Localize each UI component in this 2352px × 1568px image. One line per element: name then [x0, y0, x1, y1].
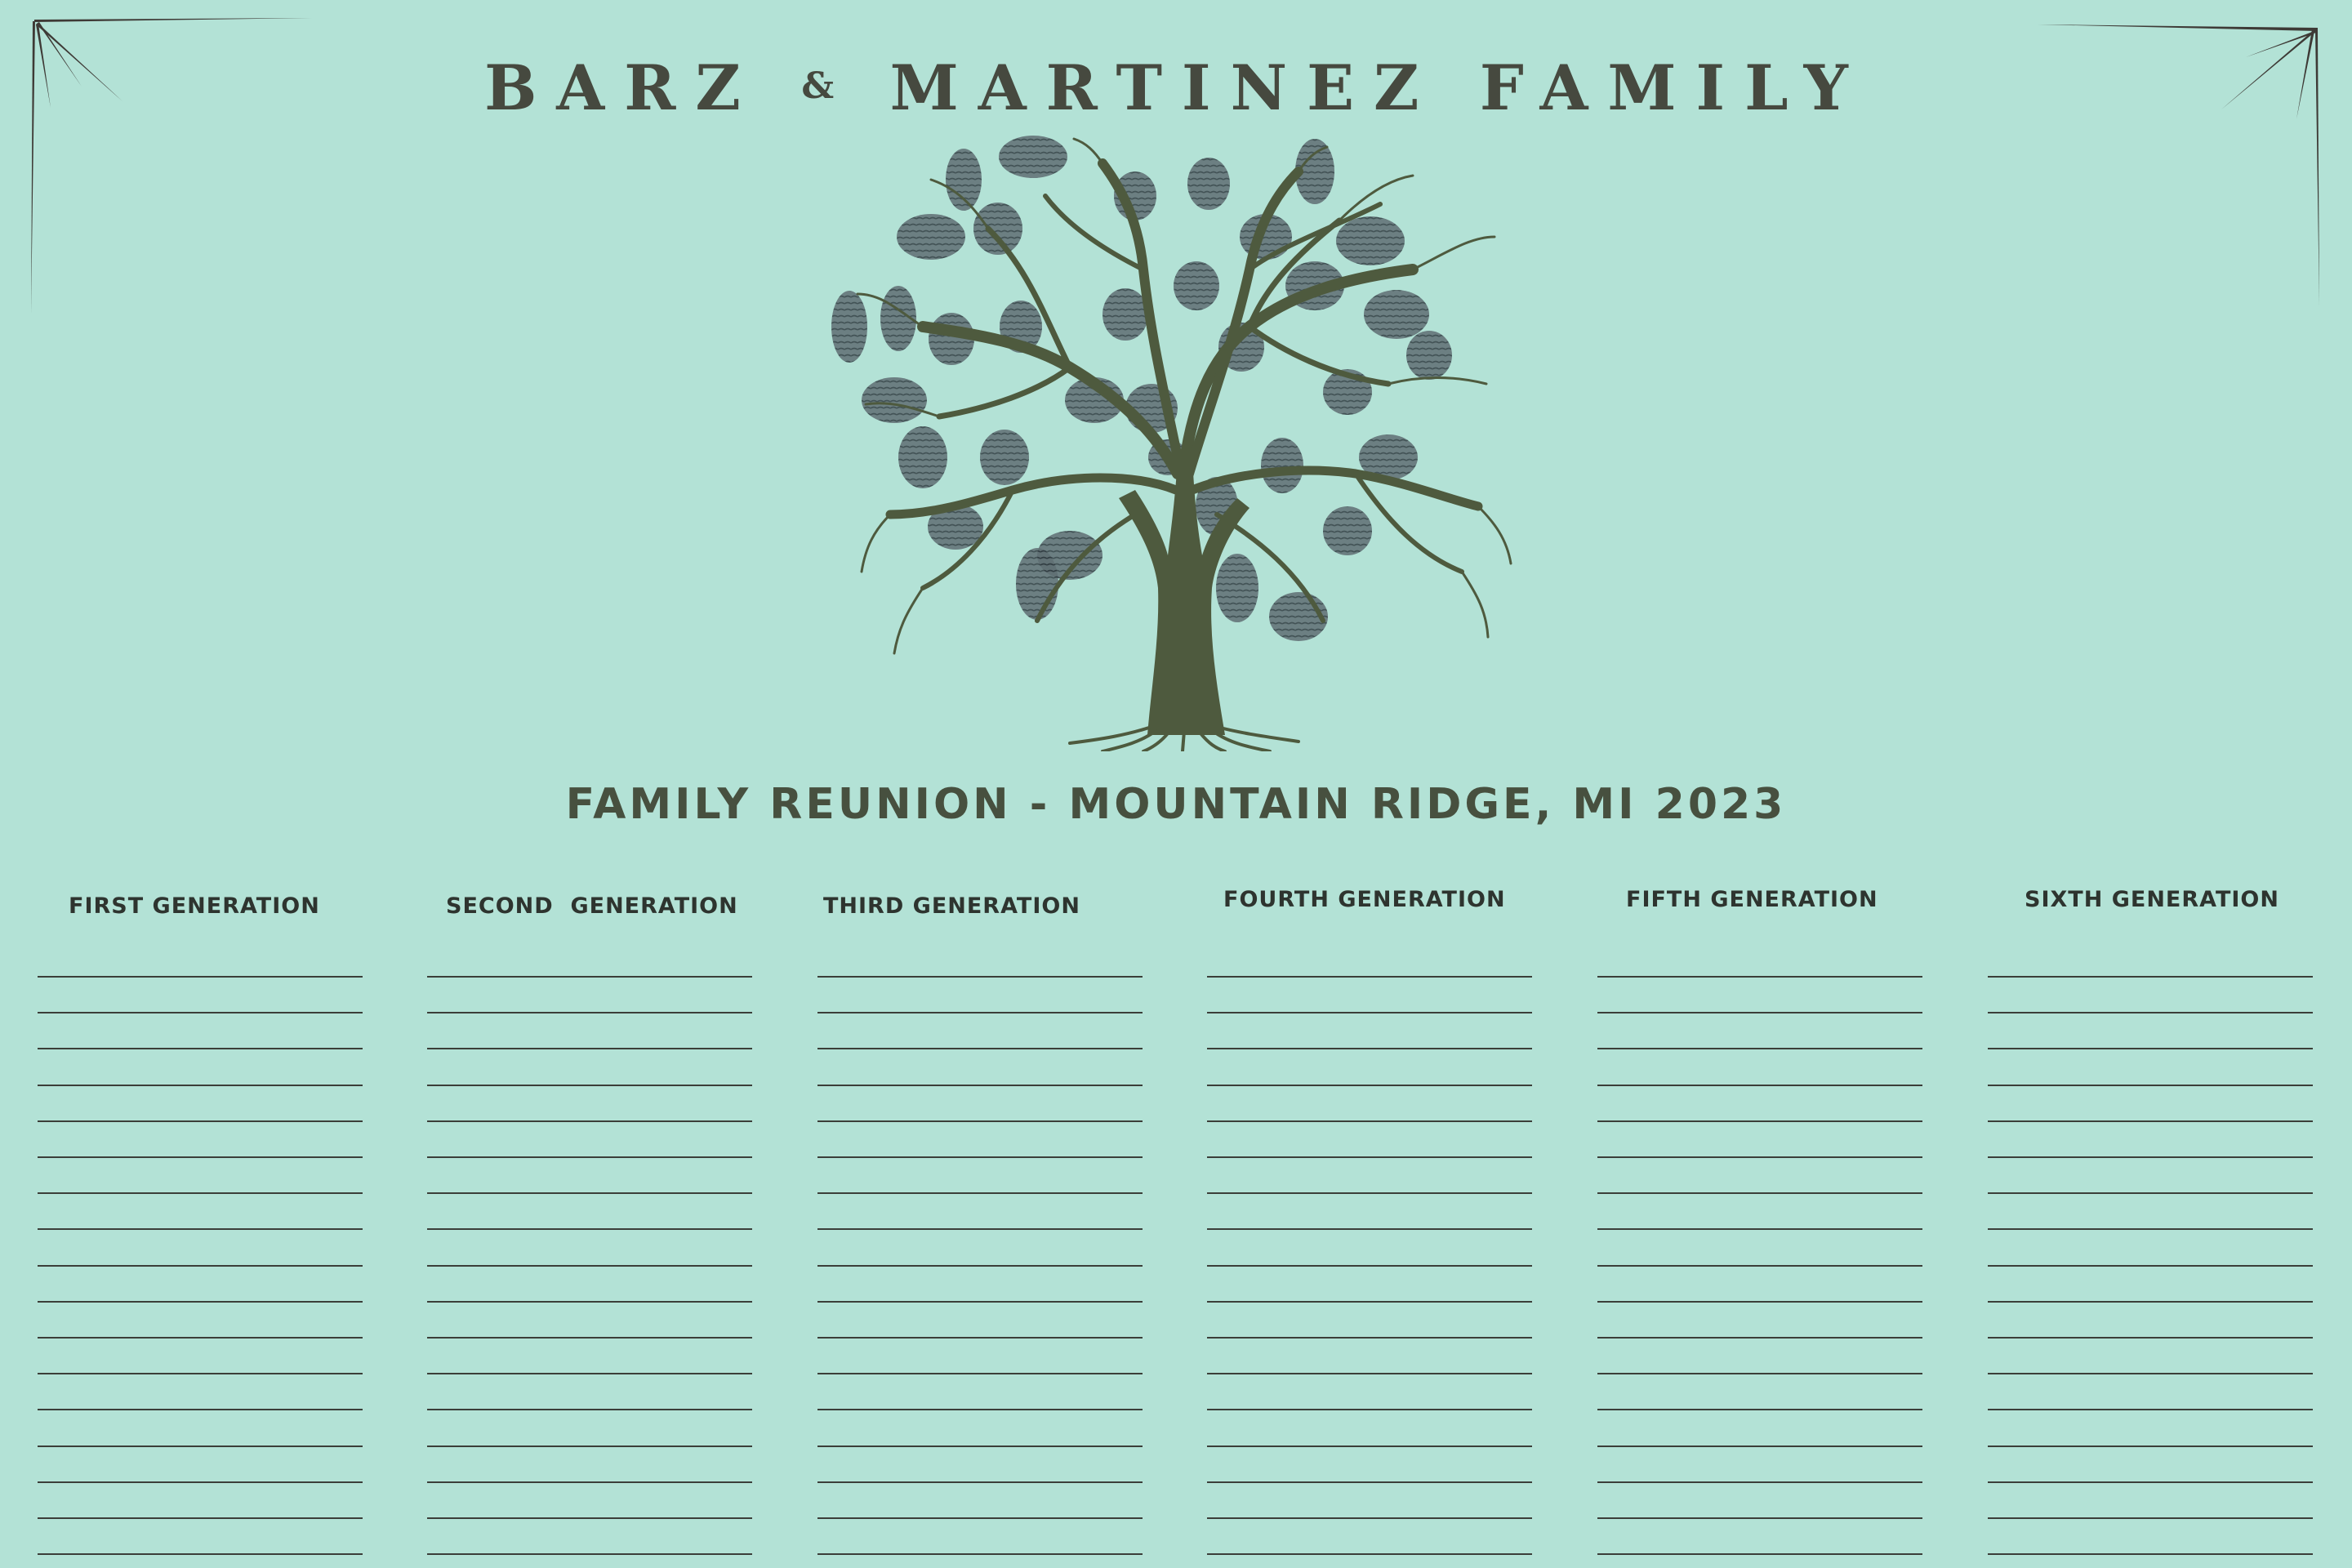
signature-line: [1988, 1409, 2313, 1410]
signature-line: [817, 1481, 1143, 1483]
signature-line: [38, 976, 363, 978]
generation-header: FOURTH GENERATION: [1223, 887, 1506, 912]
signature-line: [1597, 1481, 1922, 1483]
generation-column-5: [1597, 887, 1924, 916]
signature-line: [817, 976, 1143, 978]
signature-line: [427, 1373, 752, 1374]
signature-line: [1597, 976, 1922, 978]
signature-line: [817, 1553, 1143, 1555]
signature-line: [817, 1156, 1143, 1158]
signature-line: [817, 1373, 1143, 1374]
signature-line: [1597, 1120, 1922, 1122]
event-subtitle: FAMILY REUNION - MOUNTAIN RIDGE, MI 2023: [565, 780, 1787, 829]
signature-line: [427, 1337, 752, 1339]
signature-line: [1988, 1192, 2313, 1194]
signature-line: [1207, 1085, 1532, 1086]
signature-line: [1988, 1228, 2313, 1230]
signature-line: [1597, 1373, 1922, 1374]
signature-line: [427, 1265, 752, 1267]
signature-line: [1207, 1048, 1532, 1049]
signature-line: [38, 1301, 363, 1303]
signature-line: [817, 1517, 1143, 1519]
signature-line: [427, 1553, 752, 1555]
fingerprint-tree-icon: [825, 131, 1527, 751]
signature-line: [1207, 1517, 1532, 1519]
signature-line: [817, 1228, 1143, 1230]
signature-line: [1597, 1409, 1922, 1410]
signature-line: [1597, 1085, 1922, 1086]
signature-line: [1597, 1012, 1922, 1013]
generation-column-1: [38, 890, 364, 923]
signature-line: [38, 1553, 363, 1555]
signature-line: [817, 1446, 1143, 1447]
signature-line: [1207, 1337, 1532, 1339]
signature-line: [427, 1192, 752, 1194]
signature-line: [1988, 1446, 2313, 1447]
signature-line: [38, 1228, 363, 1230]
signature-line: [1988, 1085, 2313, 1086]
signature-line: [1207, 1409, 1532, 1410]
signature-line: [1207, 1446, 1532, 1447]
signature-line: [427, 976, 752, 978]
generation-column-6: [1988, 887, 2314, 916]
signature-line: [427, 1446, 752, 1447]
signature-line: [1988, 1517, 2313, 1519]
signature-line: [1597, 1048, 1922, 1049]
signature-line: [427, 1120, 752, 1122]
poster-title: [0, 47, 2352, 127]
signature-line: [427, 1085, 752, 1086]
signature-line: [1207, 1481, 1532, 1483]
generation-column-3: [817, 890, 1144, 923]
signature-line: [427, 1517, 752, 1519]
signature-line: [1988, 1373, 2313, 1374]
signature-line: [1597, 1446, 1922, 1447]
signature-line: [1207, 1192, 1532, 1194]
signature-line: [817, 1301, 1143, 1303]
signature-line: [817, 1265, 1143, 1267]
generation-columns: [0, 887, 2352, 1568]
signature-line: [1207, 976, 1532, 978]
signature-line: [1207, 1156, 1532, 1158]
signature-line: [817, 1120, 1143, 1122]
signature-line: [38, 1481, 363, 1483]
signature-line: [427, 1012, 752, 1013]
title-ampersand: &: [801, 65, 849, 107]
signature-line: [817, 1409, 1143, 1410]
signature-line: [817, 1192, 1143, 1194]
title-name-martinez: MARTINEZ FAMILY: [889, 51, 1868, 124]
signature-line: [1597, 1553, 1922, 1555]
signature-line: [38, 1409, 363, 1410]
signature-line: [1988, 1265, 2313, 1267]
signature-line: [427, 1048, 752, 1049]
signature-line: [427, 1481, 752, 1483]
signature-line: [1597, 1517, 1922, 1519]
signature-line: [1988, 976, 2313, 978]
signature-line: [1988, 1048, 2313, 1049]
signature-line: [1597, 1156, 1922, 1158]
signature-line: [1207, 1120, 1532, 1122]
signature-line: [817, 1012, 1143, 1013]
signature-line: [1988, 1156, 2313, 1158]
signature-line: [38, 1517, 363, 1519]
title-name-barz: BARZ: [484, 51, 760, 124]
signature-line: [1207, 1301, 1532, 1303]
signature-line: [427, 1156, 752, 1158]
signature-line: [427, 1228, 752, 1230]
signature-line: [1988, 1337, 2313, 1339]
signature-line: [1988, 1120, 2313, 1122]
signature-line: [1988, 1012, 2313, 1013]
generation-header: THIRD GENERATION: [823, 893, 1080, 919]
generation-header: FIRST GENERATION: [69, 893, 320, 919]
signature-line: [1207, 1012, 1532, 1013]
signature-line: [38, 1265, 363, 1267]
signature-line: [817, 1048, 1143, 1049]
signature-line: [38, 1156, 363, 1158]
signature-line: [1207, 1373, 1532, 1374]
signature-line: [38, 1446, 363, 1447]
signature-line: [1597, 1192, 1922, 1194]
signature-line: [38, 1085, 363, 1086]
generation-header: FIFTH GENERATION: [1626, 887, 1878, 912]
signature-line: [38, 1048, 363, 1049]
signature-line: [1597, 1228, 1922, 1230]
signature-line: [1597, 1301, 1922, 1303]
signature-line: [38, 1373, 363, 1374]
generation-header: SECOND GENERATION: [446, 893, 738, 919]
signature-line: [1988, 1553, 2313, 1555]
generation-column-2: [427, 890, 754, 923]
signature-line: [1597, 1337, 1922, 1339]
signature-line: [38, 1192, 363, 1194]
signature-line: [427, 1409, 752, 1410]
signature-line: [1207, 1265, 1532, 1267]
signature-line: [1988, 1301, 2313, 1303]
signature-line: [1207, 1228, 1532, 1230]
signature-line: [1597, 1265, 1922, 1267]
signature-line: [38, 1012, 363, 1013]
signature-line: [38, 1120, 363, 1122]
signature-line: [1207, 1553, 1532, 1555]
signature-line: [1988, 1481, 2313, 1483]
signature-line: [427, 1301, 752, 1303]
signature-line: [38, 1337, 363, 1339]
generation-column-4: [1207, 887, 1534, 916]
signature-line: [817, 1085, 1143, 1086]
signature-line: [817, 1337, 1143, 1339]
generation-header: SIXTH GENERATION: [2025, 887, 2279, 912]
